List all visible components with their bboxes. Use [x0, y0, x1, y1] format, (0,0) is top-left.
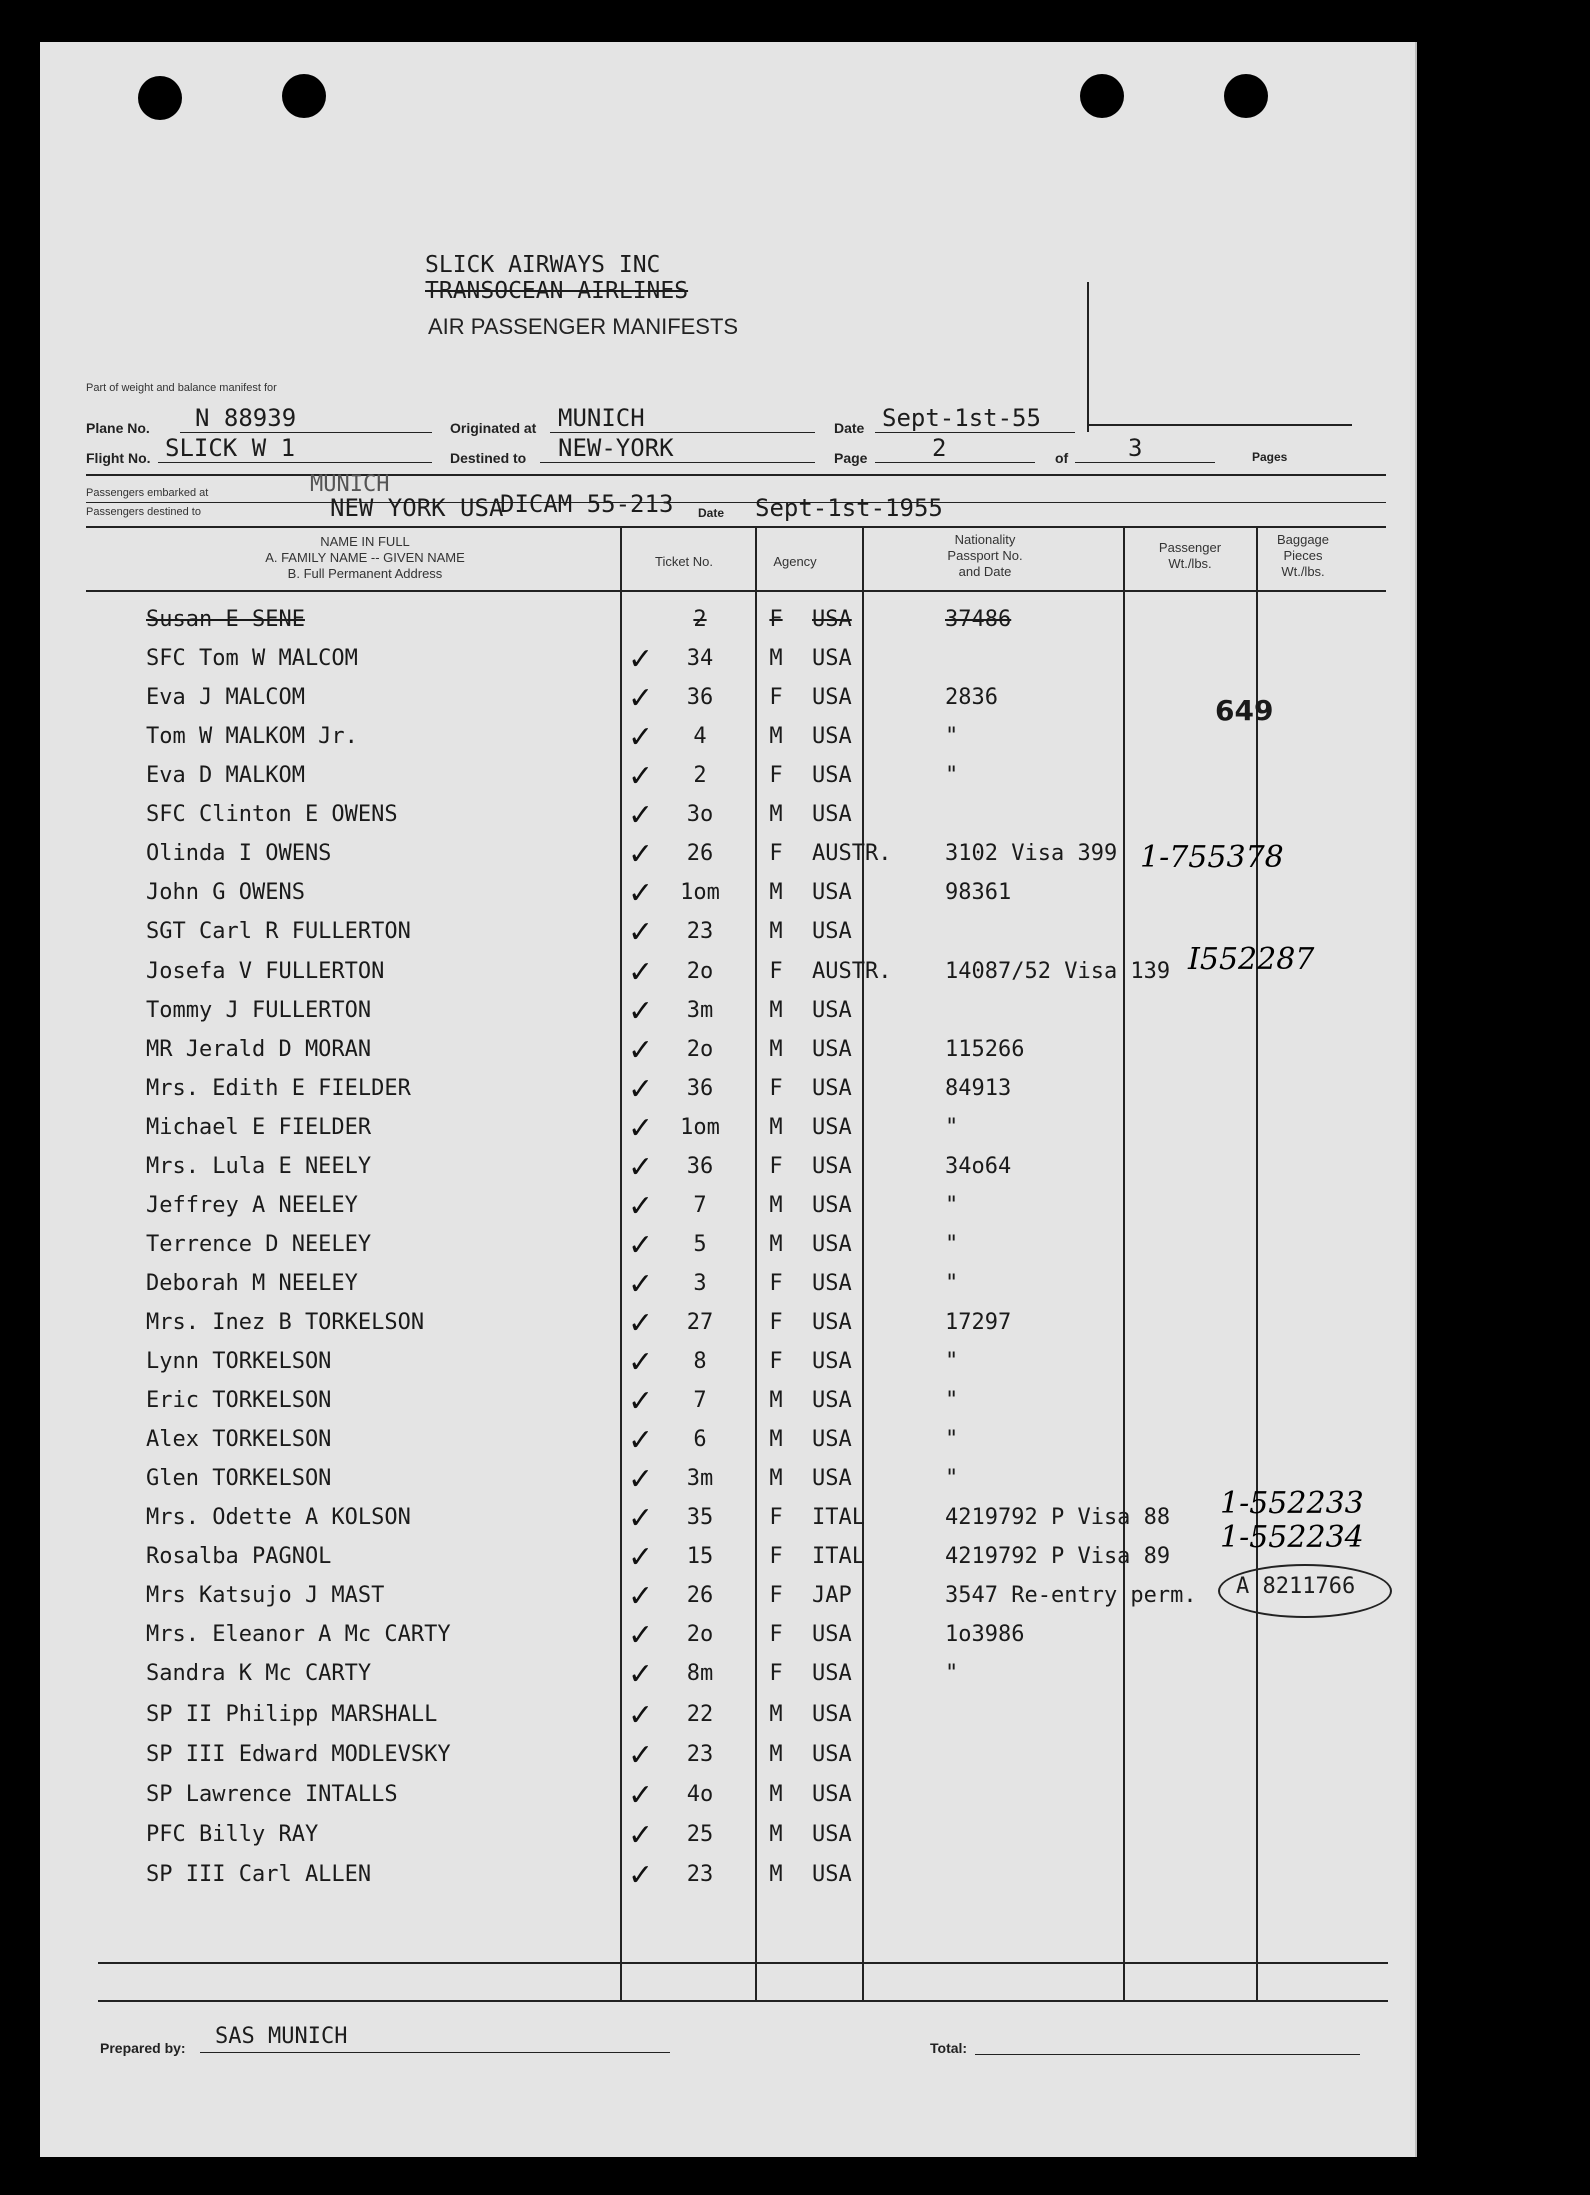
company-typed: SLICK AIRWAYS INC	[425, 252, 661, 278]
form-title: AIR PASSENGER MANIFESTS	[428, 314, 739, 339]
check-mark-icon: ✓	[628, 994, 654, 1029]
passenger-ticket: 34	[686, 646, 714, 671]
passenger-ticket: 36	[686, 1076, 714, 1101]
plane-value: N 88939	[195, 404, 297, 432]
rule	[86, 526, 1386, 528]
passenger-passport: "	[945, 724, 959, 749]
passenger-ticket: 35	[686, 1505, 714, 1530]
date-value: Sept-1st-55	[882, 404, 1041, 432]
passenger-sex: F	[769, 1661, 783, 1686]
passenger-agency: USA	[812, 1271, 852, 1296]
name-header-line: A. FAMILY NAME -- GIVEN NAME	[265, 550, 465, 565]
passenger-passport: 4219792 P Visa 89	[945, 1544, 1171, 1569]
check-mark-icon: ✓	[628, 1698, 654, 1733]
passenger-name: Eva J MALCOM	[146, 685, 305, 710]
passenger-passport: "	[945, 1388, 959, 1413]
table-row	[40, 1228, 1415, 1266]
check-mark-icon: ✓	[628, 1540, 654, 1575]
passenger-name: Sandra K Mc CARTY	[146, 1661, 372, 1686]
passenger-name: SFC Clinton E OWENS	[146, 802, 398, 827]
check-mark-icon: ✓	[628, 759, 654, 794]
passenger-ticket: 1om	[680, 1115, 720, 1140]
check-mark-icon: ✓	[628, 1267, 654, 1302]
table-row	[40, 798, 1415, 836]
check-mark-icon: ✓	[628, 798, 654, 833]
footer-rule	[98, 2000, 1388, 2002]
passenger-passport: 37486	[945, 607, 1012, 632]
prepared-value: SAS MUNICH	[215, 2024, 348, 2049]
passenger-agency: USA	[812, 1427, 852, 1452]
passenger-sex: M	[769, 1862, 783, 1887]
passenger-passport: 84913	[945, 1076, 1012, 1101]
passenger-passport: 17297	[945, 1310, 1012, 1335]
check-mark-icon: ✓	[628, 915, 654, 950]
destined-label: Destined to	[450, 450, 527, 466]
weight-column-header	[1125, 540, 1255, 572]
name-header-line: B. Full Permanent Address	[287, 566, 443, 581]
rosalba-note: 1-552234	[1220, 1520, 1364, 1555]
passenger-ticket: 2o	[686, 959, 714, 984]
passenger-passport: 115266	[945, 1037, 1025, 1062]
table-row	[40, 994, 1415, 1032]
rule	[86, 502, 1386, 503]
nationality-header-line: Passport No.	[947, 548, 1023, 563]
passenger-agency: USA	[812, 1037, 852, 1062]
passenger-sex: M	[769, 919, 783, 944]
subtitle: Part of weight and balance manifest for	[86, 382, 277, 394]
check-mark-icon: ✓	[628, 1738, 654, 1773]
name-column-header	[240, 534, 490, 582]
passenger-name: John G OWENS	[146, 880, 305, 905]
passenger-sex: F	[769, 1622, 783, 1647]
passenger-agency: ITAL	[812, 1544, 865, 1569]
passenger-sex: F	[769, 1271, 783, 1296]
passenger-sex: M	[769, 1427, 783, 1452]
table-row	[40, 1384, 1415, 1422]
plane-label: Plane No.	[86, 420, 150, 436]
passenger-ticket: 23	[686, 919, 714, 944]
passenger-sex: M	[769, 880, 783, 905]
passenger-name: Glen TORKELSON	[146, 1466, 332, 1491]
passenger-ticket: 23	[686, 1742, 714, 1767]
passenger-sex: M	[769, 998, 783, 1023]
check-mark-icon: ✓	[628, 1501, 654, 1536]
passenger-ticket: 26	[686, 1583, 714, 1608]
check-mark-icon: ✓	[628, 1423, 654, 1458]
table-row	[40, 1033, 1415, 1071]
table-row	[40, 642, 1415, 680]
table-row	[40, 1150, 1415, 1188]
passenger-passport: "	[945, 1115, 959, 1140]
weight-note: 649	[1215, 694, 1274, 727]
passenger-sex: F	[769, 1544, 783, 1569]
rule	[86, 474, 1386, 476]
passenger-passport: "	[945, 1271, 959, 1296]
passenger-passport: "	[945, 763, 959, 788]
flight-value: SLICK W 1	[165, 434, 296, 462]
table-row	[40, 607, 1415, 641]
passenger-agency: USA	[812, 1232, 852, 1257]
passenger-name: Josefa V FULLERTON	[146, 959, 385, 984]
passenger-agency: USA	[812, 880, 852, 905]
check-mark-icon: ✓	[628, 1306, 654, 1341]
page-label: Page	[834, 450, 868, 466]
table-row	[40, 1540, 1415, 1578]
passenger-ticket: 36	[686, 685, 714, 710]
passenger-agency: USA	[812, 1466, 852, 1491]
passenger-sex: M	[769, 1388, 783, 1413]
punch-hole	[138, 76, 182, 120]
passenger-agency: AUSTR.	[812, 841, 892, 866]
passenger-passport: 3547 Re-entry perm.	[945, 1583, 1197, 1608]
punch-hole	[1224, 74, 1268, 118]
table-row	[40, 1345, 1415, 1383]
passenger-passport: "	[945, 1661, 959, 1686]
pages-label: Pages	[1252, 450, 1288, 464]
passenger-name: Eric TORKELSON	[146, 1388, 332, 1413]
passenger-ticket: 15	[686, 1544, 714, 1569]
passenger-sex: M	[769, 646, 783, 671]
underline	[875, 462, 1035, 463]
baggage-header-line: Pieces	[1283, 548, 1323, 563]
underline	[200, 2052, 670, 2053]
odette-note: 1-552233	[1220, 1486, 1364, 1521]
header-rule	[86, 590, 1386, 592]
passenger-agency: ITAL	[812, 1505, 865, 1530]
table-row	[40, 1858, 1415, 1896]
passenger-name: SP III Edward MODLEVSKY	[146, 1742, 451, 1767]
weight-header-line: Passenger	[1158, 540, 1222, 555]
passenger-sex: M	[769, 1037, 783, 1062]
total-label: Total:	[930, 2040, 968, 2056]
passenger-name: Susan E SENE	[146, 607, 305, 632]
table-row	[40, 1818, 1415, 1856]
passenger-passport: "	[945, 1349, 959, 1374]
passenger-agency: USA	[812, 724, 852, 749]
passenger-passport: 3102 Visa 399	[945, 841, 1118, 866]
footer-rule	[98, 1962, 1388, 1964]
table-row	[40, 1698, 1415, 1736]
table-row	[40, 1072, 1415, 1110]
date-label: Date	[834, 420, 865, 436]
passenger-agency: USA	[812, 1742, 852, 1767]
passenger-passport: 4219792 P Visa 88	[945, 1505, 1171, 1530]
passenger-name: Alex TORKELSON	[146, 1427, 332, 1452]
underline	[550, 432, 815, 433]
passenger-sex: M	[769, 1115, 783, 1140]
passenger-name: Jeffrey A NEELEY	[146, 1193, 358, 1218]
passenger-passport: 98361	[945, 880, 1012, 905]
underline	[158, 462, 432, 463]
passenger-name: SGT Carl R FULLERTON	[146, 919, 411, 944]
table-row	[40, 720, 1415, 758]
passenger-ticket: 8m	[686, 1661, 714, 1686]
passenger-name: Terrence D NEELEY	[146, 1232, 372, 1257]
passenger-ticket: 8	[693, 1349, 707, 1374]
table-row	[40, 1267, 1415, 1305]
passenger-agency: USA	[812, 998, 852, 1023]
nationality-header-line: and Date	[958, 564, 1012, 579]
passenger-agency: USA	[812, 1622, 852, 1647]
check-mark-icon: ✓	[628, 1858, 654, 1893]
page-value: 2	[932, 434, 947, 462]
destined-value: NEW-YORK	[558, 434, 674, 462]
passenger-ticket: 2o	[686, 1622, 714, 1647]
check-mark-icon: ✓	[628, 720, 654, 755]
passenger-ticket: 3m	[686, 1466, 714, 1491]
check-mark-icon: ✓	[628, 1072, 654, 1107]
check-mark-icon: ✓	[628, 1778, 654, 1813]
passenger-sex: M	[769, 1466, 783, 1491]
passenger-agency: USA	[812, 1822, 852, 1847]
baggage-header-line: Baggage	[1276, 532, 1330, 547]
passenger-name: Mrs. Lula E NEELY	[146, 1154, 372, 1179]
passenger-agency: USA	[812, 607, 852, 632]
table-row	[40, 1618, 1415, 1656]
passenger-ticket: 2	[693, 763, 707, 788]
check-mark-icon: ✓	[628, 955, 654, 990]
passenger-agency: USA	[812, 1702, 852, 1727]
check-mark-icon: ✓	[628, 876, 654, 911]
passenger-ticket: 27	[686, 1310, 714, 1335]
of-value: 3	[1128, 434, 1143, 462]
check-mark-icon: ✓	[628, 1618, 654, 1653]
header-divider-h	[1087, 424, 1352, 426]
passenger-sex: F	[769, 1154, 783, 1179]
passenger-sex: M	[769, 1232, 783, 1257]
passenger-ticket: 4o	[686, 1782, 714, 1807]
underline	[180, 432, 432, 433]
passenger-ticket: 3m	[686, 998, 714, 1023]
table-row	[40, 1462, 1415, 1500]
passenger-agency: USA	[812, 1193, 852, 1218]
date2-value: Sept-1st-1955	[755, 494, 943, 522]
passenger-ticket: 22	[686, 1702, 714, 1727]
passenger-ticket: 4	[693, 724, 707, 749]
passenger-ticket: 6	[693, 1427, 707, 1452]
dicam-value: DICAM 55-213	[500, 490, 674, 518]
passenger-ticket: 7	[693, 1388, 707, 1413]
passenger-ticket: 3	[693, 1271, 707, 1296]
passenger-name: Mrs. Odette A KOLSON	[146, 1505, 411, 1530]
passenger-agency: USA	[812, 1862, 852, 1887]
passenger-sex: M	[769, 1782, 783, 1807]
baggage-header-line: Wt./lbs.	[1281, 564, 1325, 579]
check-mark-icon: ✓	[628, 1579, 654, 1614]
check-mark-icon: ✓	[628, 1818, 654, 1853]
passenger-ticket: 7	[693, 1193, 707, 1218]
passenger-ticket: 1om	[680, 880, 720, 905]
passenger-sex: M	[769, 1742, 783, 1767]
table-row	[40, 1579, 1415, 1617]
check-mark-icon: ✓	[628, 1384, 654, 1419]
check-mark-icon: ✓	[628, 1462, 654, 1497]
passenger-ticket: 26	[686, 841, 714, 866]
passenger-sex: F	[769, 763, 783, 788]
passenger-name: Mrs. Inez B TORKELSON	[146, 1310, 425, 1335]
olinda-note: 1-755378	[1140, 840, 1284, 875]
ticket-column-header: Ticket No.	[654, 554, 714, 569]
passenger-ticket: 25	[686, 1822, 714, 1847]
passenger-name: Lynn TORKELSON	[146, 1349, 332, 1374]
passenger-sex: F	[769, 959, 783, 984]
passenger-passport: "	[945, 1193, 959, 1218]
passenger-sex: M	[769, 724, 783, 749]
table-row	[40, 1657, 1415, 1695]
passenger-agency: USA	[812, 1115, 852, 1140]
passenger-name: SP III Carl ALLEN	[146, 1862, 372, 1887]
prepared-label: Prepared by:	[100, 2040, 186, 2056]
originated-label: Originated at	[450, 420, 537, 436]
check-mark-icon: ✓	[628, 1150, 654, 1185]
passenger-ticket: 3o	[686, 802, 714, 827]
passenger-name: Tommy J FULLERTON	[146, 998, 372, 1023]
passenger-sex: M	[769, 1822, 783, 1847]
table-row	[40, 1738, 1415, 1776]
table-row	[40, 1189, 1415, 1227]
mast-note: A 8211766	[1236, 1574, 1356, 1599]
nationality-column-header	[860, 532, 1110, 580]
destined-pax-label: Passengers destined to	[86, 506, 201, 518]
passenger-name: Eva D MALKOM	[146, 763, 305, 788]
company-struck: TRANSOCEAN AIRLINES	[425, 278, 689, 304]
passenger-agency: USA	[812, 1782, 852, 1807]
table-row	[40, 1306, 1415, 1344]
passenger-name: PFC Billy RAY	[146, 1822, 319, 1847]
check-mark-icon: ✓	[628, 642, 654, 677]
embarked-value: MUNICH	[310, 472, 390, 497]
check-mark-icon: ✓	[628, 1111, 654, 1146]
passenger-ticket: 36	[686, 1154, 714, 1179]
of-label: of	[1055, 450, 1069, 466]
passenger-sex: M	[769, 1702, 783, 1727]
passenger-ticket: 2o	[686, 1037, 714, 1062]
passenger-passport: 1o3986	[945, 1622, 1025, 1647]
passenger-agency: USA	[812, 802, 852, 827]
table-row	[40, 1423, 1415, 1461]
passenger-passport: 34o64	[945, 1154, 1012, 1179]
passenger-ticket: 23	[686, 1862, 714, 1887]
name-header-line: NAME IN FULL	[320, 534, 410, 549]
passenger-sex: F	[769, 607, 783, 632]
table-row	[40, 681, 1415, 719]
passenger-sex: F	[769, 1349, 783, 1374]
passenger-agency: USA	[812, 763, 852, 788]
table-row	[40, 759, 1415, 797]
date2-label: Date	[698, 506, 725, 520]
check-mark-icon: ✓	[628, 681, 654, 716]
passenger-agency: USA	[812, 1154, 852, 1179]
table-row	[40, 876, 1415, 914]
passenger-passport: "	[945, 1466, 959, 1491]
passenger-name: SP II Philipp MARSHALL	[146, 1702, 438, 1727]
passenger-name: Mrs. Edith E FIELDER	[146, 1076, 411, 1101]
destined-pax-value: NEW YORK USA	[330, 494, 504, 522]
check-mark-icon: ✓	[628, 837, 654, 872]
originated-value: MUNICH	[558, 404, 645, 432]
check-mark-icon: ✓	[628, 1345, 654, 1380]
passenger-name: Rosalba PAGNOL	[146, 1544, 332, 1569]
passenger-passport: "	[945, 1427, 959, 1452]
passenger-agency: USA	[812, 1388, 852, 1413]
table-row	[40, 1778, 1415, 1816]
underline	[540, 462, 815, 463]
passenger-ticket: 2	[693, 607, 707, 632]
table-row	[40, 1111, 1415, 1149]
passenger-agency: AUSTR.	[812, 959, 892, 984]
passenger-name: MR Jerald D MORAN	[146, 1037, 372, 1062]
passenger-agency: USA	[812, 1349, 852, 1374]
passenger-sex: F	[769, 841, 783, 866]
passenger-name: SP Lawrence INTALLS	[146, 1782, 398, 1807]
header-divider	[1087, 282, 1089, 432]
passenger-sex: F	[769, 1583, 783, 1608]
passenger-name: SFC Tom W MALCOM	[146, 646, 358, 671]
passenger-name: Deborah M NEELEY	[146, 1271, 358, 1296]
passenger-agency: USA	[812, 1076, 852, 1101]
punch-hole	[1080, 74, 1124, 118]
underline	[875, 432, 1075, 433]
passenger-sex: F	[769, 1076, 783, 1101]
passenger-agency: USA	[812, 1310, 852, 1335]
check-mark-icon: ✓	[628, 1657, 654, 1692]
passenger-name: Tom W MALKOM Jr.	[146, 724, 358, 749]
passenger-name: Michael E FIELDER	[146, 1115, 372, 1140]
nationality-header-line: Nationality	[954, 532, 1016, 547]
flight-label: Flight No.	[86, 450, 151, 466]
passenger-sex: M	[769, 802, 783, 827]
check-mark-icon: ✓	[628, 1228, 654, 1263]
punch-hole	[282, 74, 326, 118]
passenger-sex: M	[769, 1193, 783, 1218]
agency-column-header: Agency	[773, 554, 817, 569]
passenger-agency: JAP	[812, 1583, 852, 1608]
passenger-passport: 2836	[945, 685, 998, 710]
passenger-name: Mrs Katsujo J MAST	[146, 1583, 385, 1608]
passenger-sex: F	[769, 1505, 783, 1530]
underline	[1075, 462, 1215, 463]
passenger-agency: USA	[812, 685, 852, 710]
passenger-name: Mrs. Eleanor A Mc CARTY	[146, 1622, 451, 1647]
passenger-agency: USA	[812, 646, 852, 671]
passenger-name: Olinda I OWENS	[146, 841, 332, 866]
josefa-note: I552287	[1188, 942, 1315, 977]
passenger-passport: 14087/52 Visa 139	[945, 959, 1171, 984]
passenger-sex: F	[769, 1310, 783, 1335]
passenger-agency: USA	[812, 1661, 852, 1686]
check-mark-icon: ✓	[628, 1189, 654, 1224]
passenger-sex: F	[769, 685, 783, 710]
manifest-paper	[40, 42, 1417, 2157]
baggage-column-header	[1258, 532, 1348, 580]
embarked-label: Passengers embarked at	[86, 487, 209, 499]
passenger-passport: "	[945, 1232, 959, 1257]
underline	[975, 2054, 1360, 2055]
passenger-agency: USA	[812, 919, 852, 944]
weight-header-line: Wt./lbs.	[1168, 556, 1212, 571]
passenger-ticket: 5	[693, 1232, 707, 1257]
check-mark-icon: ✓	[628, 1033, 654, 1068]
